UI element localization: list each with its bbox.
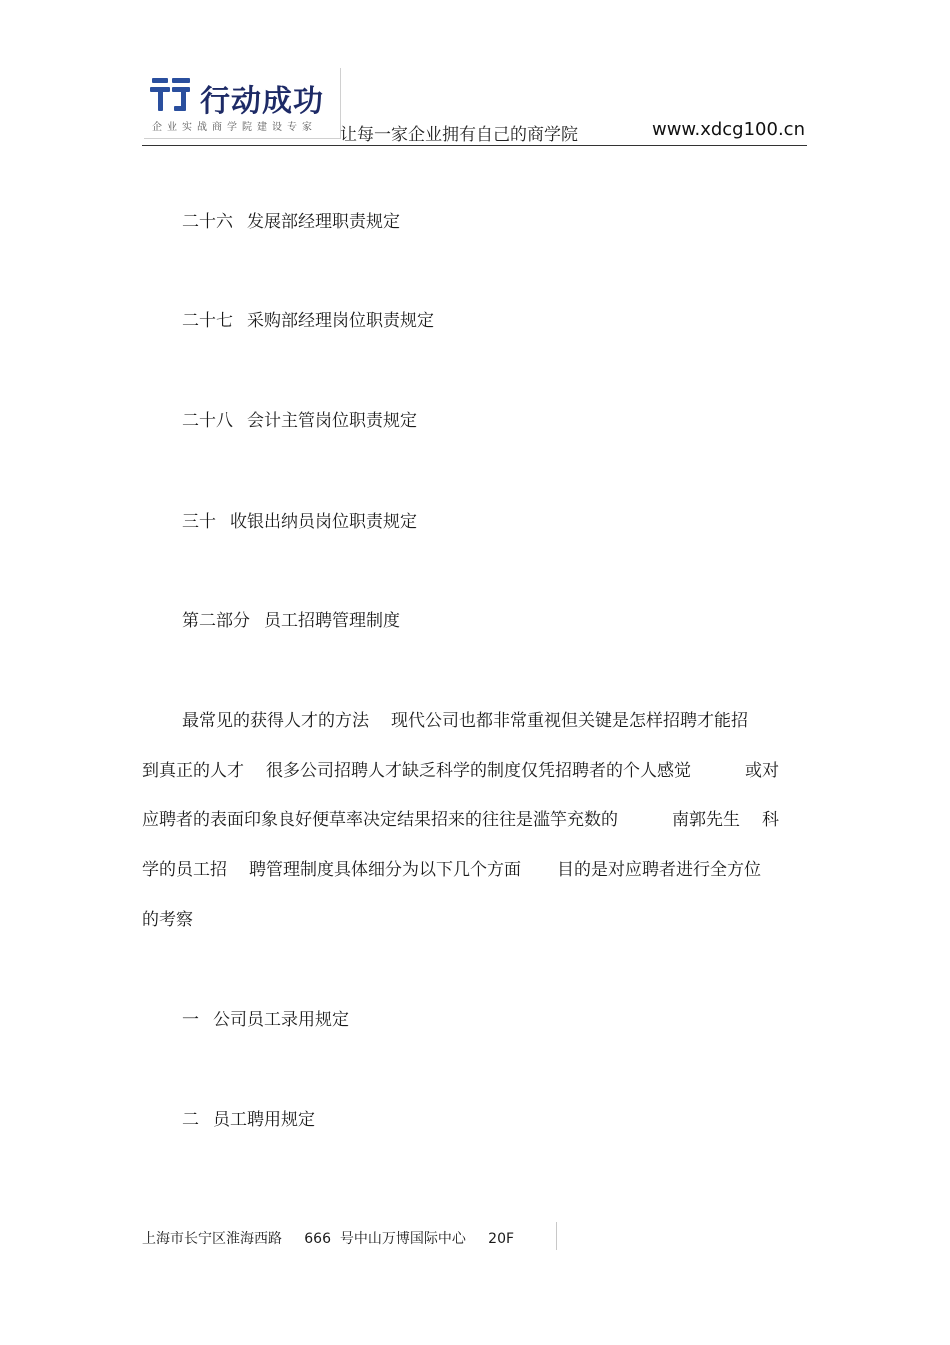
list-item: 二十六 发展部经理职责规定 xyxy=(182,212,400,232)
list-item: 三十 收银出纳员岗位职责规定 xyxy=(182,512,417,532)
list-item: 二十八 会计主管岗位职责规定 xyxy=(182,411,417,431)
page-header xyxy=(142,68,807,146)
header-slogan: 让每一家企业拥有自己的商学院 xyxy=(340,125,578,145)
list-item: 二十七 采购部经理岗位职责规定 xyxy=(182,311,434,331)
section-heading: 第二部分 员工招聘管理制度 xyxy=(182,611,400,631)
logo-name: 行动成功 xyxy=(200,84,324,119)
paragraph-line: 的考察 xyxy=(142,910,193,930)
paragraph-line: 应聘者的表面印象良好便草率决定结果招来的往往是滥竽充数的 南郭先生 科 xyxy=(142,810,779,830)
header-divider xyxy=(142,145,807,146)
website-link[interactable]: www.xdcg100.cn xyxy=(651,119,805,140)
list-item: 二 员工聘用规定 xyxy=(182,1110,315,1130)
paragraph-line: 学的员工招 聘管理制度具体细分为以下几个方面 目的是对应聘者进行全方位 xyxy=(142,860,761,880)
company-logo xyxy=(144,68,341,139)
logo-mark-icon xyxy=(150,74,192,114)
logo-tagline: 企业实战商学院建设专家 xyxy=(152,122,317,133)
list-item: 一 公司员工录用规定 xyxy=(182,1010,349,1030)
page-footer-address: 上海市长宁区淮海西路 666 号中山万博国际中心 20F xyxy=(142,1222,557,1250)
paragraph-line: 到真正的人才 很多公司招聘人才缺乏科学的制度仅凭招聘者的个人感觉 或对 xyxy=(142,761,779,781)
paragraph-line: 最常见的获得人才的方法 现代公司也都非常重视但关键是怎样招聘才能招 xyxy=(182,711,748,731)
